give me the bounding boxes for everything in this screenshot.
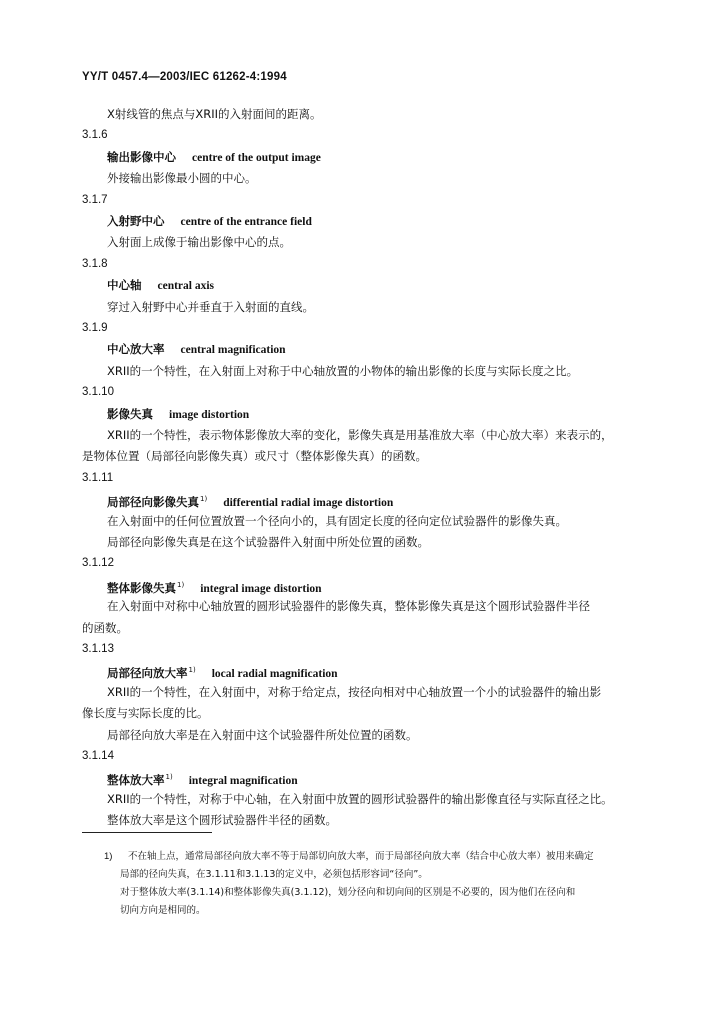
term-english: differential radial image distortion: [223, 497, 394, 510]
definition-continuation: 是物体位置（局部径向影像失真）或尺寸（整体影像失真）的函数。: [82, 449, 427, 464]
footnote-reference: 1): [177, 580, 185, 589]
footnote-line: 切向方向是相同的。: [120, 905, 206, 916]
term-chinese: 中心轴: [107, 278, 142, 293]
term-heading: [107, 214, 312, 229]
definition-line: XRII的一个特性，在入射面上对称于中心轴放置的小物体的输出影像的长度与实际长度之比。: [107, 363, 579, 378]
clause-number: 3.1.6: [82, 129, 108, 142]
definition-line: 整体放大率是这个圆形试验器件半径的函数。: [107, 813, 337, 828]
footnote-line: 不在轴上点，通常局部径向放大率不等于局部切向放大率，而于局部径向放大率（结合中心放大率）被用来确定: [128, 851, 594, 862]
term-english: local radial magnification: [211, 668, 338, 681]
term-heading: [107, 770, 298, 788]
definition-line: 在入射面中的任何位置放置一个径向小的，具有固定长度的径向定位试验器件的影像失真。: [107, 513, 567, 528]
definition-continuation: 的函数。: [82, 620, 128, 635]
footnote-line: 局部的径向失真，在3.1.11和3.1.13的定义中，必须包括形容词“径向”。: [120, 869, 428, 880]
term-heading: [107, 342, 286, 357]
clause-number: 3.1.7: [82, 193, 108, 206]
clause-number: 3.1.10: [82, 386, 114, 399]
clause-number: 3.1.14: [82, 750, 114, 762]
definition-line: 穿过入射野中心并垂直于入射面的直线。: [107, 299, 314, 314]
term-english: integral magnification: [188, 775, 298, 788]
term-heading: [107, 578, 322, 596]
definition-line: XRII的一个特性，表示物体影像放大率的变化，影像失真是用基准放大率（中心放大率）来表示的，: [107, 428, 613, 442]
definition-line: XRII的一个特性，对称于中心轴，在入射面中放置的圆形试验器件的输出影像直径与实际直径之比。: [107, 791, 613, 806]
term-english: central axis: [157, 280, 215, 293]
term-chinese: 整体影像失真: [107, 580, 176, 595]
definition-line: 在入射面中对称中心轴放置的圆形试验器件的影像失真，整体影像失真是这个圆形试验器件半径: [107, 599, 590, 614]
definition-line: 局部径向影像失真是在这个试验器件入射面中所处位置的函数。: [107, 535, 429, 549]
definition-line: X射线管的焦点与XRII的入射面间的距离。: [107, 107, 322, 121]
term-heading: [107, 407, 249, 422]
clause-number: 3.1.13: [82, 643, 114, 655]
term-heading: [107, 492, 393, 510]
clause-number: 3.1.12: [82, 557, 114, 570]
footnote-mark: 1): [104, 851, 113, 862]
term-english: image distortion: [169, 408, 250, 421]
footnote-divider: [82, 832, 212, 833]
definition-line: 外接输出影像最小圆的中心。: [107, 171, 257, 186]
definition-line: 入射面上成像于输出影像中心的点。: [107, 235, 291, 250]
definition-continuation: 像长度与实际长度的比。: [82, 706, 209, 721]
clause-number: 3.1.8: [82, 257, 108, 270]
clause-number: 3.1.9: [82, 322, 108, 334]
term-heading: [107, 150, 321, 165]
term-heading: [107, 278, 214, 293]
term-chinese: 入射野中心: [107, 214, 165, 228]
term-chinese: 局部径向影像失真: [107, 495, 199, 510]
term-chinese: 输出影像中心: [107, 149, 176, 164]
term-chinese: 整体放大率: [107, 773, 165, 788]
footnote-reference: 1): [165, 773, 173, 782]
definition-line: XRII的一个特性，在入射面中，对称于给定点，按径向相对中心轴放置一个小的试验器件的输出影: [107, 684, 602, 699]
standard-header: YY/T 0457.4—2003/IEC 61262-4:1994: [82, 71, 287, 83]
term-english: integral image distortion: [200, 582, 322, 595]
clause-number: 3.1.11: [82, 471, 114, 484]
definition-line: 局部径向放大率是在入射面中这个试验器件所处位置的函数。: [107, 727, 418, 742]
footnote-reference: 1): [188, 666, 196, 675]
term-english: centre of the entrance field: [180, 216, 312, 228]
term-chinese: 影像失真: [107, 406, 153, 421]
term-heading: [107, 663, 338, 681]
footnote-reference: 1): [200, 495, 208, 504]
term-english: centre of the output image: [192, 151, 321, 164]
term-chinese: 局部径向放大率: [107, 666, 188, 681]
term-english: central magnification: [180, 344, 286, 357]
term-chinese: 中心放大率: [107, 342, 165, 357]
footnote-line: 对于整体放大率(3.1.14)和整体影像失真(3.1.12)，划分径向和切向间的区别是不必要的，因为他们在径向和: [120, 887, 576, 898]
